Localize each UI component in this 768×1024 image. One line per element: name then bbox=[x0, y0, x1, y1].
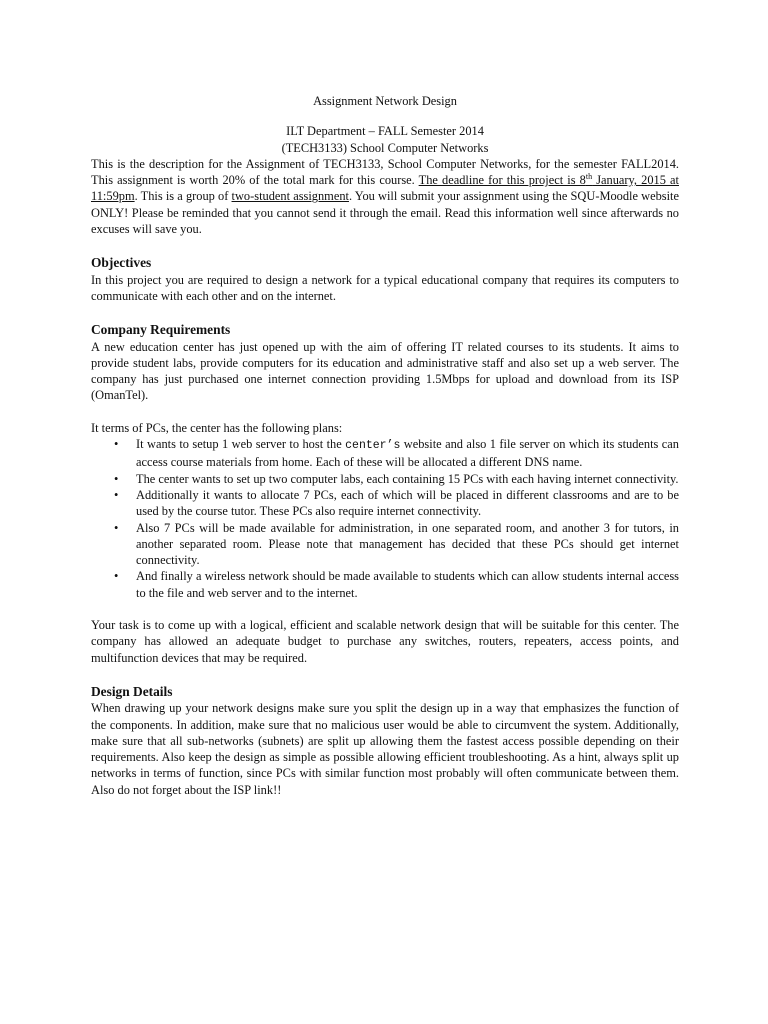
task-paragraph: Your task is to come up with a logical, efficient and scalable network design that will be suitable for this center. The company has allowed an adequate budget to purchase any switches, routers, repeaters, access points, and multifunction devices that may be required. bbox=[91, 618, 679, 665]
bullet-icon: • bbox=[114, 437, 119, 452]
intro-text-1: This is the description for the Assignment of TECH3133, School Computer Networks, for the semester FALL2014. This assignment is worth 20% of the total mark for this course. bbox=[91, 156, 679, 188]
list-item bbox=[91, 471, 679, 487]
list-item-mono-text: center’s bbox=[345, 439, 401, 453]
intro-paragraph bbox=[91, 156, 679, 237]
department-line: ILT Department – FALL Semester 2014 bbox=[286, 124, 484, 139]
list-item-text: And finally a wireless network should be made available to students which can allow students internal access to the file and web server and to the internet. bbox=[136, 569, 679, 600]
design-details-heading: Design Details bbox=[91, 683, 173, 699]
list-item-text: It wants to setup 1 web server to host the bbox=[136, 437, 346, 452]
list-item-text: Also 7 PCs will be made available for administration, in one separated room, and another 3 for tutors, in another separated room. Please note that management has decided that these PCs should get internet connectivity. bbox=[136, 520, 679, 568]
list-item-text: website and also 1 file server on which its students can access course materials from home. Each of these will be allocated a different DNS name. bbox=[136, 437, 679, 470]
course-line: (TECH3133) School Computer Networks bbox=[281, 140, 489, 155]
document-page bbox=[91, 93, 679, 798]
bullet-icon: • bbox=[114, 471, 119, 486]
group-text: two-student assignment bbox=[231, 189, 349, 204]
list-item bbox=[91, 568, 679, 601]
objectives-paragraph: In this project you are required to design a network for a typical educational company that requires its computers to communicate with each other and on the internet. bbox=[91, 272, 679, 303]
document-title: Assignment Network Design bbox=[313, 94, 457, 108]
plans-intro: It terms of PCs, the center has the following plans: bbox=[91, 420, 343, 435]
bullet-icon: • bbox=[114, 569, 119, 584]
company-requirements-paragraph: A new education center has just opened up with the aim of offering IT related courses to its students. It aims to provide student labs, provide computers for its education and administrative staff and also set up a web server. The company has just purchased one internet connection providing 1.5Mbps for upload and download from its ISP (OmanTel). bbox=[91, 339, 679, 403]
company-requirements-heading: Company Requirements bbox=[91, 322, 231, 338]
list-item bbox=[91, 436, 679, 471]
bullet-icon: • bbox=[114, 487, 119, 502]
plans-list bbox=[91, 436, 679, 601]
list-item-text: Additionally it wants to allocate 7 PCs, each of which will be placed in different classrooms and are to be used by the course tutor. These PCs also require internet connectivity. bbox=[136, 487, 679, 519]
design-details-paragraph: When drawing up your network designs make sure you split the design up in a way that emphasizes the function of the components. In addition, make sure that no malicious user would be able to circumvent the system. Additionally, make sure that all sub-networks (subnets) are split up allowing them the fastest access possible depending on their requirements. Also keep the design as simple as possible allowing efficient troubleshooting. As a hint, always split up networks in terms of function, since PCs with similar function most probably will often communicate between them. Also do not forget about the ISP link!! bbox=[91, 701, 679, 797]
objectives-heading: Objectives bbox=[91, 255, 152, 271]
list-item bbox=[91, 520, 679, 569]
deadline-superscript: th bbox=[585, 172, 593, 182]
intro-text-3: . You will submit your assignment using the SQU-Moodle website ONLY! Please be reminded that you cannot send it through the email. Read this information well since afterwards no excuses will save you. bbox=[91, 189, 680, 237]
list-item-text: The center wants to set up two computer labs, each containing 15 PCs with each having internet connectivity. bbox=[136, 471, 679, 486]
deadline-part-a: The deadline for this project is 8 bbox=[418, 173, 586, 188]
bullet-icon: • bbox=[114, 520, 119, 535]
deadline-part-b: January, 2015 at 11:59pm bbox=[91, 173, 679, 204]
list-item bbox=[91, 487, 679, 520]
intro-text-2: . This is a group of bbox=[134, 189, 232, 204]
